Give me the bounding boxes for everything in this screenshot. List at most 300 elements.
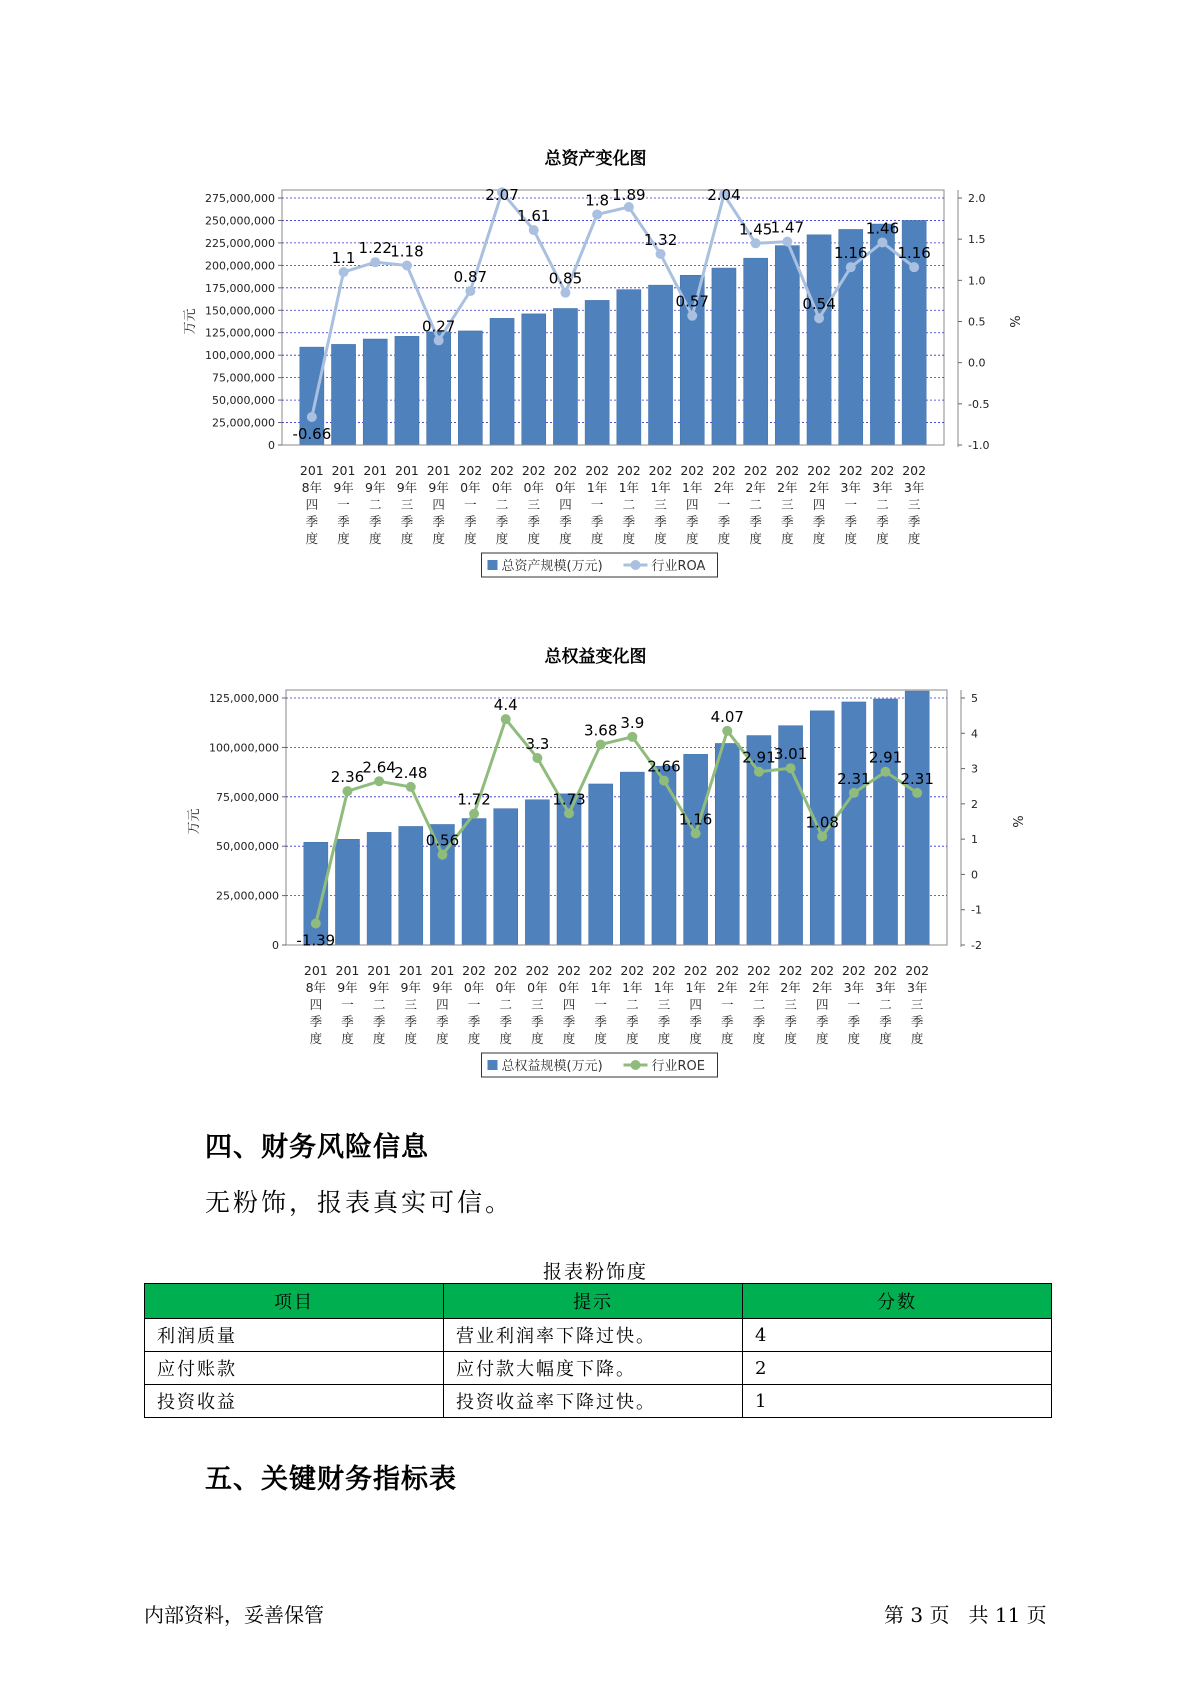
right-tick-label: 1.0 bbox=[968, 274, 986, 288]
x-tick-label: 一 bbox=[467, 997, 481, 1012]
x-tick-label: 3年 bbox=[872, 480, 893, 495]
x-tick-label: 度 bbox=[749, 531, 762, 546]
x-tick-label: 一 bbox=[721, 997, 734, 1012]
line-point bbox=[434, 335, 444, 345]
left-tick-label: 75,000,000 bbox=[212, 371, 275, 385]
left-tick-label: 0 bbox=[272, 939, 279, 952]
footer-left: 内部资料，妥善保管 bbox=[144, 1603, 324, 1627]
x-tick-label: 度 bbox=[910, 1031, 924, 1046]
cell-item: 利润质量 bbox=[145, 1319, 444, 1352]
x-tick-label: 度 bbox=[559, 531, 572, 546]
x-tick-label: 四 bbox=[309, 997, 323, 1012]
x-tick-label: 度 bbox=[499, 1031, 512, 1046]
x-tick-label: 9年 bbox=[337, 980, 358, 995]
x-tick-label: 202 bbox=[870, 463, 895, 478]
x-tick-label: 季 bbox=[812, 514, 826, 529]
data-label: 2.64 bbox=[362, 758, 396, 777]
legend-bar-swatch bbox=[488, 560, 498, 570]
x-tick-label: 二 bbox=[372, 997, 386, 1012]
x-tick-label: 季 bbox=[844, 514, 858, 529]
data-label: 2.66 bbox=[647, 757, 681, 776]
data-label: 4.07 bbox=[710, 707, 744, 726]
cell-score: 1 bbox=[743, 1385, 1052, 1418]
right-tick-label: 0.5 bbox=[968, 315, 986, 329]
x-tick-label: 202 bbox=[490, 463, 514, 478]
line-point bbox=[469, 809, 479, 819]
x-tick-label: 度 bbox=[594, 1031, 607, 1046]
legend-label: 行业ROA bbox=[651, 559, 706, 574]
data-label: 1.73 bbox=[552, 790, 586, 809]
right-tick-label: -2 bbox=[971, 939, 982, 952]
x-tick-label: 1年 bbox=[685, 980, 706, 995]
left-tick-label: 75,000,000 bbox=[216, 790, 279, 804]
x-tick-label: 201 bbox=[335, 963, 360, 978]
data-label: 1.22 bbox=[358, 239, 392, 258]
line-point bbox=[659, 776, 669, 786]
x-tick-label: 季 bbox=[464, 514, 477, 529]
x-tick-label: 季 bbox=[622, 514, 636, 529]
y-axis-title-left: 万元 bbox=[187, 808, 202, 835]
x-tick-label: 季 bbox=[721, 1014, 734, 1029]
x-tick-label: 2年 bbox=[808, 480, 830, 495]
left-tick-label: 250,000,000 bbox=[205, 214, 275, 228]
x-tick-label: 度 bbox=[404, 1031, 418, 1046]
x-tick-label: 202 bbox=[810, 963, 835, 978]
line-point bbox=[339, 267, 349, 277]
header-score: 分数 bbox=[743, 1284, 1052, 1319]
x-tick-label: 度 bbox=[879, 1031, 892, 1046]
line-point bbox=[846, 262, 856, 272]
right-tick-label: 0.0 bbox=[968, 356, 986, 370]
data-label: 3.68 bbox=[583, 721, 618, 740]
x-tick-label: 季 bbox=[717, 514, 731, 529]
data-label: 0.57 bbox=[675, 292, 709, 311]
x-tick-label: 201 bbox=[430, 963, 455, 978]
x-tick-label: 202 bbox=[873, 963, 898, 978]
x-tick-label: 季 bbox=[559, 514, 572, 529]
x-tick-label: 202 bbox=[775, 463, 800, 478]
x-tick-label: 1年 bbox=[650, 480, 671, 495]
x-tick-label: 202 bbox=[680, 463, 705, 478]
table-row bbox=[145, 1352, 1052, 1385]
data-label: 2.36 bbox=[330, 768, 365, 787]
x-tick-label: 三 bbox=[400, 497, 414, 512]
x-tick-label: 度 bbox=[495, 531, 509, 546]
x-tick-label: 9年 bbox=[400, 980, 422, 995]
x-tick-label: 二 bbox=[626, 997, 639, 1012]
bar bbox=[335, 839, 359, 945]
x-tick-label: 度 bbox=[657, 1031, 671, 1046]
x-tick-label: 8年 bbox=[301, 480, 323, 495]
left-tick-label: 200,000,000 bbox=[205, 259, 275, 273]
data-label: 2.48 bbox=[394, 763, 428, 782]
x-tick-label: 0年 bbox=[558, 980, 580, 995]
x-tick-label: 9年 bbox=[333, 480, 354, 495]
x-tick-label: 202 bbox=[841, 963, 866, 978]
bar bbox=[399, 826, 423, 945]
left-tick-label: 100,000,000 bbox=[205, 349, 275, 363]
left-tick-label: 100,000,000 bbox=[209, 741, 279, 755]
data-label: 2.91 bbox=[868, 748, 903, 767]
y-axis-title-right: % bbox=[1009, 815, 1024, 828]
x-tick-label: 度 bbox=[562, 1031, 576, 1046]
bar bbox=[589, 784, 613, 945]
bar bbox=[715, 743, 739, 945]
table-header-row bbox=[145, 1284, 1052, 1319]
x-tick-label: 度 bbox=[815, 1031, 829, 1046]
x-tick-label: 0年 bbox=[523, 480, 544, 495]
x-tick-label: 2年 bbox=[713, 480, 735, 495]
x-tick-label: 一 bbox=[337, 497, 350, 512]
x-tick-label: 度 bbox=[876, 531, 889, 546]
data-label: 1.72 bbox=[457, 790, 491, 809]
line-point bbox=[782, 237, 792, 247]
x-tick-label: 度 bbox=[812, 531, 826, 546]
chart-title: 总资产变化图 bbox=[544, 149, 647, 169]
line-point bbox=[592, 209, 602, 219]
x-tick-label: 二 bbox=[876, 497, 889, 512]
bar bbox=[525, 800, 549, 945]
x-tick-label: 2年 bbox=[717, 980, 738, 995]
line-point bbox=[849, 788, 859, 798]
x-tick-label: 二 bbox=[879, 997, 892, 1012]
x-tick-label: 0年 bbox=[460, 480, 481, 495]
x-tick-label: 季 bbox=[689, 1014, 702, 1029]
x-tick-label: 四 bbox=[685, 497, 699, 512]
legend-label: 总权益规模(万元) bbox=[501, 1059, 603, 1074]
x-tick-label: 0年 bbox=[491, 480, 513, 495]
x-tick-label: 季 bbox=[562, 1014, 576, 1029]
x-tick-label: 度 bbox=[400, 531, 414, 546]
x-tick-label: 3年 bbox=[840, 480, 861, 495]
chart-title: 总权益变化图 bbox=[544, 647, 647, 667]
x-tick-label: 度 bbox=[622, 531, 636, 546]
table-row bbox=[145, 1385, 1052, 1418]
x-tick-label: 2年 bbox=[811, 980, 833, 995]
x-tick-label: 202 bbox=[493, 963, 518, 978]
x-tick-label: 度 bbox=[464, 531, 477, 546]
x-tick-label: 度 bbox=[721, 1031, 734, 1046]
x-tick-label: 季 bbox=[400, 514, 414, 529]
cell-hint: 应付款大幅度下降。 bbox=[444, 1352, 743, 1385]
data-label: 2.04 bbox=[707, 186, 741, 204]
x-tick-label: 度 bbox=[654, 531, 667, 546]
x-tick-label: 季 bbox=[685, 514, 699, 529]
line-point bbox=[722, 726, 732, 736]
x-tick-label: 202 bbox=[838, 463, 863, 478]
legend bbox=[482, 1053, 718, 1077]
line-point bbox=[532, 753, 542, 763]
line-point bbox=[751, 238, 761, 248]
data-label: -1.39 bbox=[296, 931, 336, 950]
line-point bbox=[406, 782, 416, 792]
data-label: 1.61 bbox=[517, 207, 551, 226]
x-tick-label: 0年 bbox=[463, 980, 485, 995]
x-tick-label: 季 bbox=[531, 1014, 544, 1029]
bar bbox=[905, 691, 929, 945]
data-label: 0.56 bbox=[425, 831, 460, 850]
x-tick-label: 202 bbox=[525, 963, 550, 978]
x-tick-label: 二 bbox=[368, 497, 382, 512]
data-label: 0.85 bbox=[548, 269, 583, 288]
line-point bbox=[402, 261, 412, 271]
x-tick-label: 度 bbox=[907, 531, 921, 546]
line-point bbox=[465, 286, 475, 296]
x-tick-label: 度 bbox=[590, 531, 604, 546]
data-label: 1.32 bbox=[643, 230, 678, 249]
header-hint: 提示 bbox=[444, 1284, 743, 1319]
x-tick-label: 四 bbox=[815, 997, 829, 1012]
x-tick-label: 9年 bbox=[432, 980, 453, 995]
bar bbox=[458, 331, 482, 445]
legend-bar-swatch bbox=[488, 1060, 498, 1070]
x-tick-label: 季 bbox=[876, 514, 889, 529]
data-label: 1.47 bbox=[770, 218, 805, 237]
y-axis-title-right: % bbox=[1006, 315, 1021, 328]
x-tick-label: 三 bbox=[527, 497, 541, 512]
x-tick-label: 8年 bbox=[305, 980, 327, 995]
x-tick-label: 3年 bbox=[875, 980, 896, 995]
x-tick-label: 202 bbox=[585, 463, 610, 478]
data-label: 2.31 bbox=[900, 769, 934, 788]
right-tick-label: 2.0 bbox=[968, 192, 986, 205]
x-tick-label: 季 bbox=[499, 1014, 512, 1029]
x-tick-label: 9年 bbox=[428, 480, 449, 495]
total-equity-chart-svg bbox=[0, 630, 1191, 1100]
section5-heading: 五、关键财务指标表 bbox=[205, 1464, 457, 1495]
bar bbox=[744, 258, 768, 445]
x-tick-label: 202 bbox=[905, 963, 930, 978]
x-tick-label: 3年 bbox=[903, 480, 925, 495]
bar bbox=[490, 318, 514, 445]
x-tick-label: 三 bbox=[657, 997, 671, 1012]
line-point bbox=[374, 776, 384, 786]
bar bbox=[585, 300, 609, 445]
x-tick-label: 202 bbox=[807, 463, 831, 478]
x-tick-label: 度 bbox=[784, 1031, 797, 1046]
x-tick-label: 三 bbox=[781, 497, 794, 512]
x-tick-label: 季 bbox=[337, 514, 350, 529]
x-tick-label: 9年 bbox=[396, 480, 418, 495]
bar bbox=[873, 699, 897, 945]
x-tick-label: 季 bbox=[432, 514, 445, 529]
total-assets-chart-svg bbox=[0, 130, 1191, 600]
x-tick-label: 季 bbox=[910, 1014, 924, 1029]
line-point bbox=[881, 767, 891, 777]
cell-hint: 营业利润率下降过快。 bbox=[444, 1319, 743, 1352]
x-tick-label: 2年 bbox=[748, 980, 770, 995]
table-caption: 报表粉饰度 bbox=[542, 1261, 648, 1283]
x-tick-label: 202 bbox=[712, 463, 736, 478]
x-tick-label: 一 bbox=[847, 997, 861, 1012]
x-tick-label: 202 bbox=[521, 463, 546, 478]
right-tick-label: 2 bbox=[971, 797, 978, 811]
x-tick-label: 202 bbox=[683, 963, 708, 978]
bar bbox=[462, 819, 486, 945]
x-tick-label: 度 bbox=[337, 531, 350, 546]
data-label: 0.54 bbox=[802, 295, 836, 314]
risk-table bbox=[144, 1283, 1052, 1418]
x-tick-label: 201 bbox=[363, 463, 388, 478]
x-tick-label: 9年 bbox=[365, 480, 386, 495]
x-tick-label: 季 bbox=[467, 1014, 481, 1029]
left-tick-label: 225,000,000 bbox=[205, 236, 275, 250]
bar bbox=[807, 235, 831, 445]
x-tick-label: 季 bbox=[305, 514, 319, 529]
x-tick-label: 四 bbox=[305, 497, 319, 512]
data-label: 1.16 bbox=[834, 244, 868, 263]
x-tick-label: 201 bbox=[331, 463, 356, 478]
bar bbox=[363, 339, 387, 445]
x-tick-label: 201 bbox=[398, 963, 423, 978]
x-tick-label: 1年 bbox=[586, 480, 608, 495]
x-tick-label: 度 bbox=[372, 1031, 386, 1046]
x-tick-label: 三 bbox=[907, 497, 921, 512]
bar bbox=[775, 246, 799, 445]
x-tick-label: 四 bbox=[432, 497, 445, 512]
x-tick-label: 202 bbox=[588, 963, 613, 978]
legend-line-marker bbox=[631, 1060, 641, 1070]
x-tick-label: 度 bbox=[689, 1031, 702, 1046]
line-point bbox=[560, 288, 570, 298]
line-point bbox=[627, 732, 637, 742]
left-tick-label: 25,000,000 bbox=[212, 416, 275, 430]
x-tick-label: 三 bbox=[404, 997, 418, 1012]
line-point bbox=[909, 262, 919, 272]
x-tick-label: 2年 bbox=[777, 480, 798, 495]
x-tick-label: 季 bbox=[436, 1014, 449, 1029]
x-tick-label: 2年 bbox=[780, 980, 801, 995]
x-tick-label: 1年 bbox=[618, 480, 640, 495]
x-tick-label: 三 bbox=[910, 997, 924, 1012]
x-tick-label: 季 bbox=[368, 514, 382, 529]
x-tick-label: 度 bbox=[717, 531, 731, 546]
bar bbox=[712, 268, 736, 445]
legend-label: 行业ROE bbox=[651, 1059, 705, 1074]
line-point bbox=[786, 763, 796, 773]
x-tick-label: 1年 bbox=[653, 980, 675, 995]
data-label: 1.16 bbox=[897, 244, 931, 263]
x-tick-label: 0年 bbox=[555, 480, 576, 495]
right-tick-label: 4 bbox=[971, 727, 978, 741]
line-point bbox=[877, 237, 887, 247]
legend-label: 总资产规模(万元) bbox=[501, 559, 603, 574]
x-tick-label: 度 bbox=[467, 1031, 481, 1046]
data-label: -0.66 bbox=[292, 425, 332, 444]
x-tick-label: 四 bbox=[562, 997, 576, 1012]
x-tick-label: 度 bbox=[752, 1031, 766, 1046]
x-tick-label: 度 bbox=[436, 1031, 449, 1046]
total-equity-chart bbox=[0, 630, 1191, 1100]
x-tick-label: 0年 bbox=[495, 980, 516, 995]
x-tick-label: 四 bbox=[812, 497, 826, 512]
cell-score: 2 bbox=[743, 1352, 1052, 1385]
right-tick-label: -1 bbox=[971, 903, 982, 917]
left-tick-label: 125,000,000 bbox=[209, 692, 279, 705]
x-tick-label: 202 bbox=[616, 463, 641, 478]
left-tick-label: 150,000,000 bbox=[205, 304, 275, 318]
x-tick-label: 二 bbox=[749, 497, 762, 512]
x-tick-label: 季 bbox=[527, 514, 541, 529]
left-tick-label: 125,000,000 bbox=[205, 326, 275, 340]
x-tick-label: 季 bbox=[847, 1014, 861, 1029]
x-tick-label: 202 bbox=[652, 963, 676, 978]
x-tick-label: 二 bbox=[622, 497, 636, 512]
x-tick-label: 季 bbox=[749, 514, 762, 529]
x-tick-label: 0年 bbox=[527, 980, 548, 995]
x-tick-label: 度 bbox=[844, 531, 858, 546]
x-tick-label: 季 bbox=[752, 1014, 766, 1029]
line-point bbox=[656, 249, 666, 259]
x-tick-label: 季 bbox=[815, 1014, 829, 1029]
total-assets-chart bbox=[0, 130, 1191, 600]
section4-text: 无粉饰，报表真实可信。 bbox=[205, 1188, 514, 1217]
bar bbox=[427, 332, 451, 445]
x-tick-label: 二 bbox=[499, 997, 512, 1012]
section4-heading: 四、财务风险信息 bbox=[205, 1132, 429, 1163]
x-tick-label: 一 bbox=[464, 497, 477, 512]
right-tick-label: 1 bbox=[971, 833, 978, 847]
data-label: 3.3 bbox=[525, 734, 550, 753]
bar bbox=[684, 754, 708, 945]
x-tick-label: 季 bbox=[907, 514, 921, 529]
right-tick-label: 3 bbox=[971, 762, 978, 776]
x-tick-label: 度 bbox=[626, 1031, 639, 1046]
x-tick-label: 202 bbox=[715, 963, 740, 978]
x-tick-label: 季 bbox=[657, 1014, 671, 1029]
data-label: 1.89 bbox=[612, 186, 646, 204]
x-tick-label: 季 bbox=[495, 514, 509, 529]
x-tick-label: 季 bbox=[309, 1014, 323, 1029]
x-tick-label: 202 bbox=[458, 463, 483, 478]
line-point bbox=[564, 808, 574, 818]
x-tick-label: 201 bbox=[395, 463, 419, 478]
line-point bbox=[596, 740, 606, 750]
right-tick-label: 0 bbox=[971, 868, 978, 882]
data-label: 3.01 bbox=[773, 745, 808, 764]
x-tick-label: 一 bbox=[717, 497, 731, 512]
cell-item: 投资收益 bbox=[145, 1385, 444, 1418]
right-tick-label: -0.5 bbox=[968, 397, 990, 411]
x-tick-label: 二 bbox=[495, 497, 509, 512]
x-tick-label: 度 bbox=[432, 531, 445, 546]
data-label: 2.31 bbox=[837, 769, 871, 788]
x-tick-label: 2年 bbox=[745, 480, 766, 495]
bar bbox=[332, 344, 356, 445]
x-tick-label: 三 bbox=[654, 497, 667, 512]
line-point bbox=[501, 714, 511, 724]
line-point bbox=[529, 225, 539, 235]
x-tick-label: 度 bbox=[685, 531, 699, 546]
x-tick-label: 度 bbox=[309, 1031, 323, 1046]
x-tick-label: 一 bbox=[341, 997, 354, 1012]
x-tick-label: 度 bbox=[368, 531, 382, 546]
x-tick-label: 四 bbox=[559, 497, 572, 512]
x-tick-label: 度 bbox=[341, 1031, 354, 1046]
x-tick-label: 季 bbox=[784, 1014, 797, 1029]
x-tick-label: 季 bbox=[781, 514, 794, 529]
bar bbox=[553, 308, 577, 445]
x-tick-label: 季 bbox=[372, 1014, 386, 1029]
line-point bbox=[342, 786, 352, 796]
x-tick-label: 季 bbox=[590, 514, 604, 529]
line-point bbox=[687, 311, 697, 321]
x-tick-label: 四 bbox=[689, 997, 702, 1012]
bar bbox=[395, 336, 419, 445]
bar bbox=[617, 290, 641, 445]
x-tick-label: 二 bbox=[752, 997, 766, 1012]
x-tick-label: 季 bbox=[626, 1014, 639, 1029]
